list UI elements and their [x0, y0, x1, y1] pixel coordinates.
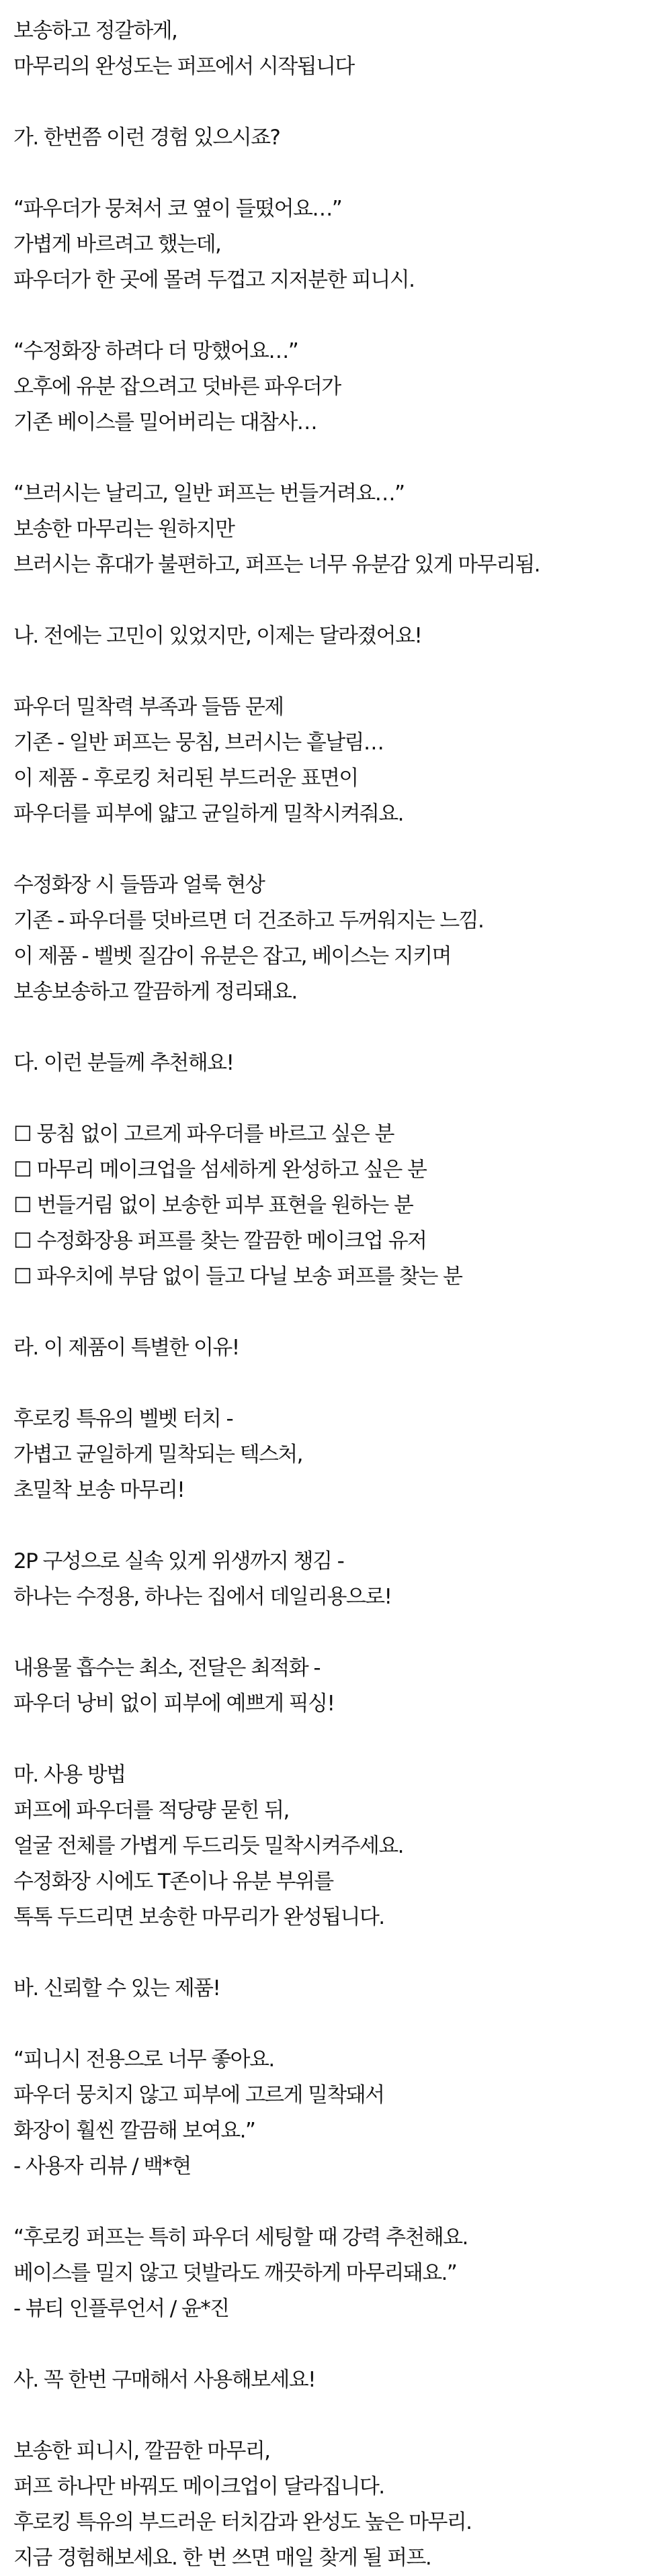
text-line: 다. 이런 분들께 추천해요!	[13, 1051, 234, 1075]
text-line: “파우더가 뭉쳐서 코 옆이 들떴어요…”	[13, 197, 342, 221]
paragraph-spacer	[13, 2327, 659, 2362]
paragraph	[13, 1544, 659, 1615]
paragraph-spacer	[13, 1081, 659, 1117]
paragraph-spacer	[13, 441, 659, 476]
paragraph	[13, 1757, 659, 1935]
paragraph	[13, 1971, 659, 2007]
text-line: 기존 베이스를 밀어버리는 대참사…	[13, 410, 317, 434]
paragraph	[13, 476, 659, 583]
text-line: 이 제품 - 후로킹 처리된 부드러운 표면이	[13, 766, 358, 790]
text-line: 브러시는 휴대가 불편하고, 퍼프는 너무 유분감 있게 마무리됨.	[13, 553, 540, 577]
paragraph-spacer	[13, 156, 659, 191]
paragraph-spacer	[13, 1010, 659, 1046]
text-line: ☐ 번들거림 없이 보송한 피부 표현을 원하는 분	[13, 1193, 413, 1217]
text-line: 가볍고 균일하게 밀착되는 텍스처,	[13, 1442, 302, 1467]
paragraph	[13, 2220, 659, 2327]
text-line: “브러시는 날리고, 일반 퍼프는 번들거려요…”	[13, 481, 405, 506]
paragraph-spacer	[13, 298, 659, 334]
text-line: “피니시 전용으로 너무 좋아요.	[13, 2048, 274, 2072]
paragraph-spacer	[13, 85, 659, 120]
text-line: 후로킹 특유의 벨벳 터치 -	[13, 1407, 233, 1431]
paragraph	[13, 1330, 659, 1366]
text-line: 퍼프 하나만 바꿔도 메이크업이 달라집니다.	[13, 2475, 384, 2499]
text-line: ☐ 수정화장용 퍼프를 찾는 깔끔한 메이크업 유저	[13, 1229, 427, 1253]
text-line: 수정화장 시 들뜸과 얼룩 현상	[13, 873, 265, 897]
text-line: 기존 - 일반 퍼프는 뭉침, 브러시는 흩날림…	[13, 731, 384, 755]
text-line: ☐ 뭉침 없이 고르게 파우더를 바르고 싶은 분	[13, 1122, 394, 1146]
paragraph-spacer	[13, 1366, 659, 1401]
text-line: - 사용자 리뷰 / 백*현	[13, 2154, 191, 2178]
text-line: 하나는 수정용, 하나는 집에서 데일리용으로!	[13, 1585, 392, 1609]
text-line: 라. 이 제품이 특별한 이유!	[13, 1336, 239, 1360]
text-line: 사. 꼭 한번 구매해서 사용해보세요!	[13, 2368, 315, 2392]
text-line: ☐ 파우치에 부담 없이 들고 다닐 보송 퍼프를 찾는 분	[13, 1264, 462, 1289]
text-line: 초밀착 보송 마무리!	[13, 1478, 185, 1502]
paragraph	[13, 868, 659, 1010]
text-line: 기존 - 파우더를 덧바르면 더 건조하고 두꺼워지는 느낌.	[13, 909, 484, 933]
paragraph-spacer	[13, 1508, 659, 1544]
text-line: 보송하고 정갈하게,	[13, 19, 177, 43]
text-line: 보송한 마무리는 원하지만	[13, 517, 235, 541]
text-line: 바. 신뢰할 수 있는 제품!	[13, 1976, 220, 2000]
text-line: 후로킹 특유의 부드러운 터치감과 완성도 높은 마무리.	[13, 2510, 472, 2534]
paragraph	[13, 1651, 659, 1722]
paragraph-spacer	[13, 583, 659, 618]
text-line: 가볍게 바르려고 했는데,	[13, 232, 221, 257]
paragraph	[13, 191, 659, 298]
text-line: 나. 전에는 고민이 있었지만, 이제는 달라졌어요!	[13, 624, 422, 648]
text-line: 내용물 흡수는 최소, 전달은 최적화 -	[13, 1656, 320, 1680]
text-line: 파우더가 한 곳에 몰려 두껍고 지저분한 피니시.	[13, 268, 415, 292]
text-line: - 뷰티 인플루언서 / 윤*진	[13, 2297, 229, 2321]
text-line: 파우더 밀착력 부족과 들뜸 문제	[13, 695, 284, 719]
text-line: “수정화장 하려다 더 망했어요…”	[13, 339, 298, 363]
text-line: 2P 구성으로 실속 있게 위생까지 챙김 -	[13, 1549, 344, 1573]
text-line: 파우더 낭비 없이 피부에 예쁘게 픽싱!	[13, 1692, 335, 1716]
paragraph-spacer	[13, 1615, 659, 1651]
paragraph	[13, 2362, 659, 2398]
text-line: 보송보송하고 깔끔하게 정리돼요.	[13, 980, 297, 1004]
paragraph-spacer	[13, 2007, 659, 2042]
text-line: 톡톡 두드리면 보송한 마무리가 완성됩니다.	[13, 1905, 384, 1929]
text-line: ☐ 마무리 메이크업을 섬세하게 완성하고 싶은 분	[13, 1158, 427, 1182]
paragraph-spacer	[13, 1722, 659, 1757]
paragraph-spacer	[13, 2398, 659, 2434]
text-line: 퍼프에 파우더를 적당량 묻힌 뒤,	[13, 1798, 289, 1823]
paragraph-spacer	[13, 654, 659, 690]
paragraph-spacer	[13, 832, 659, 868]
text-line: 마. 사용 방법	[13, 1763, 126, 1787]
paragraph	[13, 120, 659, 156]
paragraph-spacer	[13, 2184, 659, 2220]
text-line: “후로킹 퍼프는 특히 파우더 세팅할 때 강력 추천해요.	[13, 2225, 468, 2250]
paragraph	[13, 1046, 659, 1081]
paragraph	[13, 2042, 659, 2184]
text-line: 수정화장 시에도 T존이나 유분 부위를	[13, 1870, 333, 1894]
text-line: 마무리의 완성도는 퍼프에서 시작됩니다	[13, 54, 354, 79]
text-line: 베이스를 밀지 않고 덧발라도 깨끗하게 마무리돼요.”	[13, 2261, 457, 2285]
paragraph	[13, 690, 659, 832]
paragraph	[13, 1401, 659, 1508]
text-line: 오후에 유분 잡으려고 덧바른 파우더가	[13, 375, 341, 399]
paragraph	[13, 2434, 659, 2576]
text-line: 가. 한번쯤 이런 경험 있으시죠?	[13, 126, 280, 150]
paragraph-spacer	[13, 1935, 659, 1971]
text-line: 지금 경험해보세요. 한 번 쓰면 매일 찾게 될 퍼프.	[13, 2546, 431, 2570]
text-line: 파우더 뭉치지 않고 피부에 고르게 밀착돼서	[13, 2083, 384, 2107]
paragraph	[13, 618, 659, 654]
text-line: 화장이 훨씬 깔끔해 보여요.”	[13, 2119, 255, 2143]
text-line: 얼굴 전체를 가볍게 두드리듯 밀착시켜주세요.	[13, 1834, 403, 1858]
text-line: 이 제품 - 벨벳 질감이 유분은 잡고, 베이스는 지키며	[13, 944, 451, 968]
paragraph	[13, 334, 659, 441]
text-line: 파우더를 피부에 얇고 균일하게 밀착시켜줘요.	[13, 802, 403, 826]
paragraph	[13, 13, 659, 85]
product-description	[13, 13, 659, 2576]
paragraph-spacer	[13, 1295, 659, 1330]
paragraph	[13, 1117, 659, 1295]
text-line: 보송한 피니시, 깔끔한 마무리,	[13, 2439, 270, 2463]
